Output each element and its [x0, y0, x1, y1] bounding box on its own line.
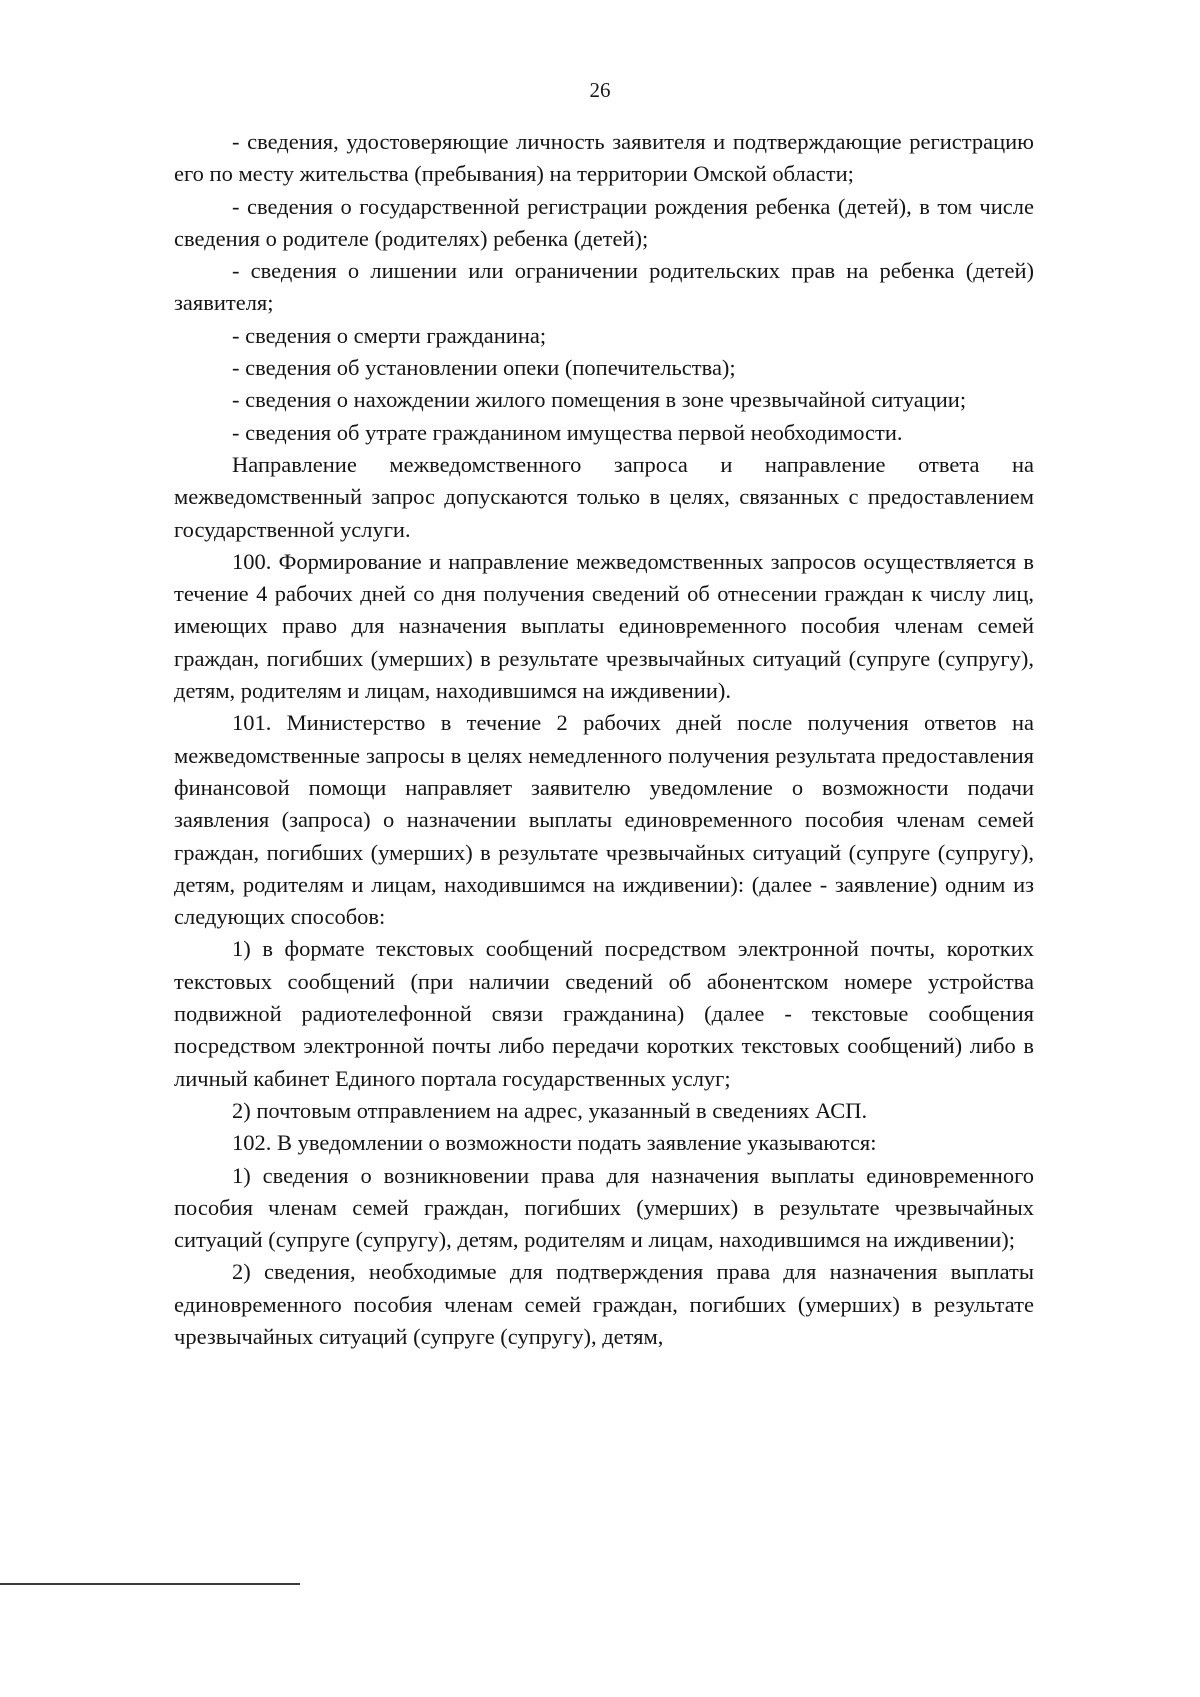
- paragraph-identity-info: - сведения, удостоверяющие личность заявителя и подтверждающие регистрацию его по месту жительства (пребывания) на территории Омской области;: [174, 129, 1034, 187]
- paragraph-item-100: 100. Формирование и направление межведомственных запросов осуществляется в течение 4 рабочих дней со дня получения сведений об отнесении граждан к числу лиц, имеющих право для назначения выплаты единовременного пособия членам семей граждан, погибших (умерших) в результате чрезвычайных ситуаций (супруге (супругу), детям, родителям и лицам, находившимся на иждивении).: [174, 548, 1034, 704]
- page-number: 26: [589, 78, 611, 102]
- paragraph-102-point-1: 1) сведения о возникновении права для назначения выплаты единовременного пособия членам семей граждан, погибших (умерших) в результате чрезвычайных ситуаций (супруге (супругу), детям, родителям и лицам, находившимся на иждивении);: [174, 1162, 1034, 1253]
- paragraph-emergency-zone: - сведения о нахождении жилого помещения в зоне чрезвычайной ситуации;: [232, 387, 967, 413]
- bottom-divider: [0, 1583, 300, 1585]
- paragraph-parental-rights: - сведения о лишении или ограничении родительских прав на ребенка (детей) заявителя;: [174, 258, 1034, 316]
- paragraph-101-method-1: 1) в формате текстовых сообщений посредством электронной почты, коротких текстовых сообщений (при наличии сведений об абонентском номере устройства подвижной радиотелефонной связи гражданина) (далее - текстовые сообщения посредством электронной почты либо передачи коротких текстовых сообщений) либо в личный кабинет Единого портала государственных услуг;: [174, 936, 1034, 1091]
- paragraph-death-info: - сведения о смерти гражданина;: [232, 322, 547, 348]
- paragraph-guardianship: - сведения об установлении опеки (попечительства);: [232, 355, 736, 381]
- paragraph-item-101: 101. Министерство в течение 2 рабочих дней после получения ответов на межведомственные запросы в целях немедленного получения результата предоставления финансовой помощи направляет заявителю уведомление о возможности подачи заявления (запроса) о назначении выплаты единовременного пособия членам семей граждан, погибших (умерших) в результате чрезвычайных ситуаций (супруге (супругу), детям, родителям и лицам, находившимся на иждивении): (далее - заявление) одним из следующих способов:: [174, 710, 1034, 930]
- paragraph-interagency-request: Направление межведомственного запроса и направление ответа на межведомственный запрос допускаются только в целях, связанных с предоставлением государственной услуги.: [174, 451, 1034, 542]
- paragraph-102-point-2: 2) сведения, необходимые для подтверждения права для назначения выплаты единовременного пособия членам семей граждан, погибших (умерших) в результате чрезвычайных ситуаций (супруге (супругу), детям,: [174, 1259, 1034, 1349]
- paragraph-101-method-2: 2) почтовым отправлением на адрес, указанный в сведениях АСП.: [232, 1097, 868, 1123]
- paragraph-item-102: 102. В уведомлении о возможности подать заявление указываются:: [232, 1130, 877, 1156]
- paragraph-birth-registration: - сведения о государственной регистрации рождения ребенка (детей), в том числе сведения о родителе (родителях) ребенка (детей);: [174, 193, 1034, 251]
- paragraph-property-loss: - сведения об утрате гражданином имущества первой необходимости.: [232, 419, 903, 445]
- document-body: [174, 126, 1034, 1353]
